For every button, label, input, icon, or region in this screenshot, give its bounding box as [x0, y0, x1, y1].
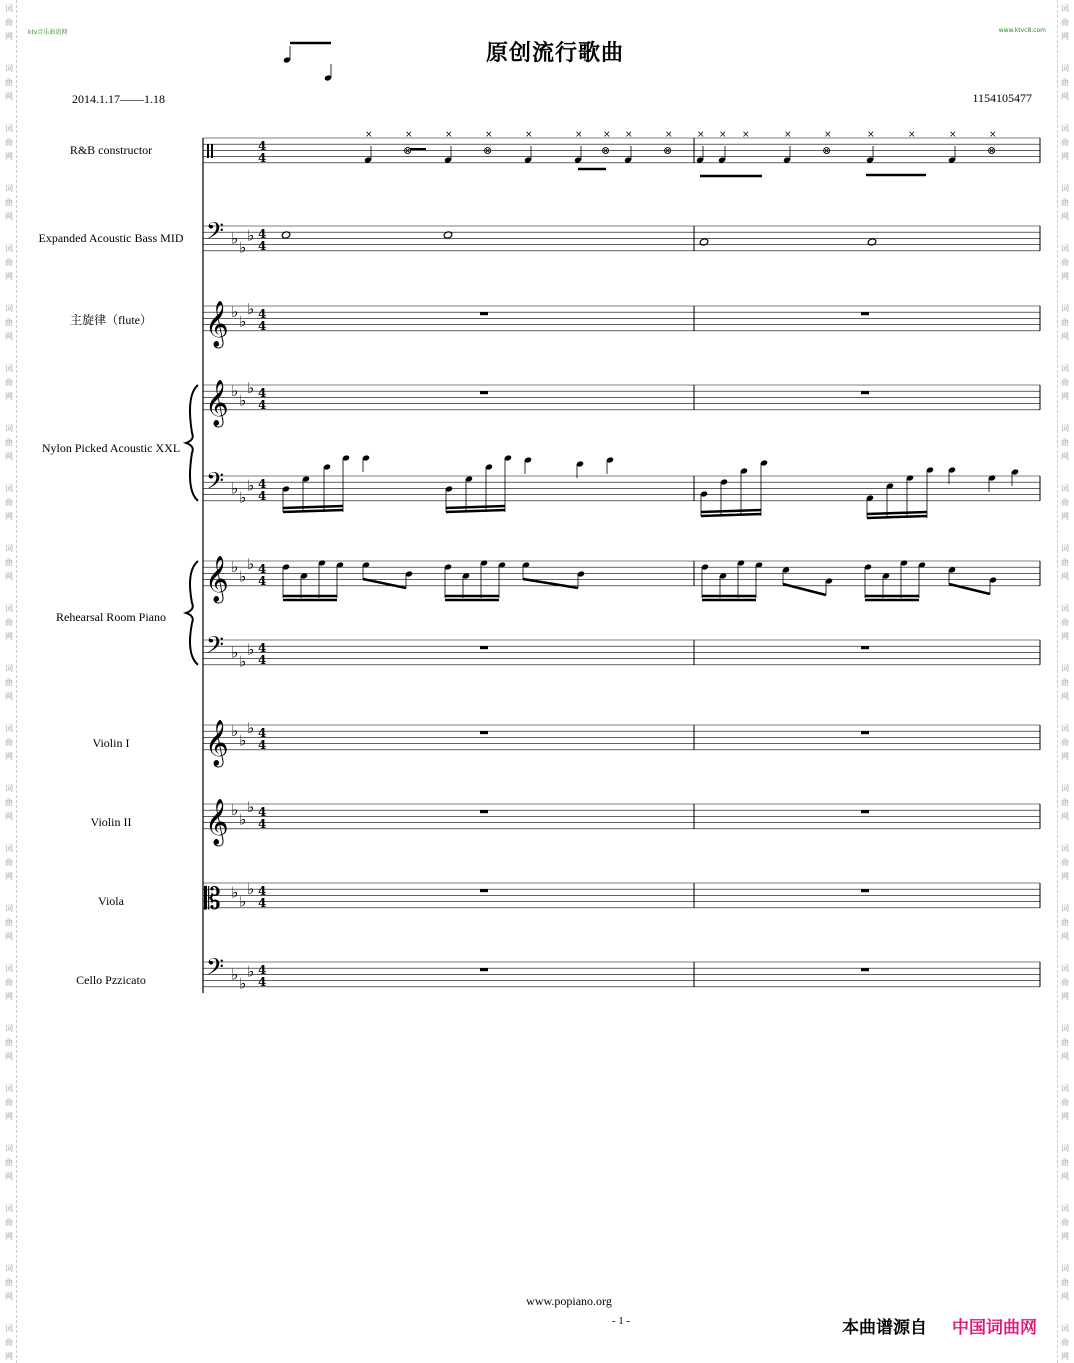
watermark-glyph: 曲 — [1061, 738, 1069, 747]
watermark-glyph: 曲 — [5, 678, 13, 687]
rest-icon — [480, 312, 488, 315]
flat-icon: ♭ — [247, 719, 255, 738]
beam — [701, 514, 761, 516]
treble-clef-icon: 𝄞 — [205, 300, 229, 347]
cross-note-head: × — [908, 130, 916, 140]
watermark-glyph: 曲 — [1061, 498, 1069, 507]
rest-icon — [861, 646, 869, 649]
flat-icon: ♭ — [247, 555, 255, 574]
watermark-glyph: 词 — [5, 1264, 13, 1273]
watermark-glyph: 曲 — [5, 258, 13, 267]
watermark-glyph: 曲 — [5, 438, 13, 447]
watermark-glyph: 曲 — [5, 78, 13, 87]
watermark-glyph: 曲 — [5, 1098, 13, 1107]
cross-note-head: × — [665, 130, 673, 140]
watermark-glyph: 网 — [1061, 152, 1069, 161]
watermark-glyph: 网 — [1061, 92, 1069, 101]
site-link-left[interactable]: ktv音乐曲谱网 — [28, 29, 68, 36]
rest-icon — [480, 646, 488, 649]
flat-icon: ♭ — [239, 974, 247, 993]
watermark-glyph: 曲 — [1061, 1338, 1069, 1347]
brace-icon — [186, 561, 198, 665]
watermark-glyph: 曲 — [1061, 798, 1069, 807]
watermark-glyph: 词 — [5, 4, 13, 13]
bass-clef-icon: 𝄢 — [206, 631, 225, 664]
watermark-glyph: 网 — [1061, 812, 1069, 821]
brace-icon — [186, 385, 198, 501]
cross-note-head: × — [989, 130, 997, 140]
watermark-glyph: 网 — [5, 272, 13, 281]
rest-icon — [861, 810, 869, 813]
flat-icon: ♭ — [239, 488, 247, 507]
site-link-right[interactable]: www.ktvc8.com — [998, 27, 1046, 34]
time-signature-bottom: 4 — [258, 151, 267, 165]
cross-note-head: × — [824, 130, 832, 140]
instrument-name-viola: Viola — [98, 894, 124, 908]
flat-icon: ♭ — [239, 567, 247, 586]
watermark-glyph: 网 — [1061, 1232, 1069, 1241]
rest-icon — [861, 391, 869, 394]
watermark-glyph: 词 — [1061, 844, 1069, 853]
watermark-glyph: 曲 — [1061, 558, 1069, 567]
watermark-glyph: 词 — [5, 904, 13, 913]
watermark-glyph: 网 — [1061, 332, 1069, 341]
cross-note-head: × — [867, 130, 875, 140]
watermark-glyph: 词 — [5, 184, 13, 193]
flat-icon: ♭ — [247, 640, 255, 659]
flat-icon: ♭ — [239, 238, 247, 257]
watermark-glyph: 词 — [1061, 784, 1069, 793]
beam — [446, 510, 505, 512]
watermark-glyph: 网 — [1061, 932, 1069, 941]
watermark-glyph: 曲 — [1061, 1038, 1069, 1047]
cymbal-note-icon: ⊗ — [601, 144, 611, 157]
watermark-glyph: 网 — [5, 332, 13, 341]
source-label: 本曲谱源自 — [842, 1318, 927, 1338]
watermark-glyph: 曲 — [5, 1338, 13, 1347]
instrument-name-violin-1: Violin I — [92, 736, 130, 750]
watermark-glyph: 网 — [5, 872, 13, 881]
instrument-name-nylon-guitar: Nylon Picked Acoustic XXL — [41, 441, 181, 455]
watermark-glyph: 词 — [5, 784, 13, 793]
instrument-name-bass: Expanded Acoustic Bass MID — [38, 231, 184, 245]
watermark-glyph: 曲 — [1061, 318, 1069, 327]
flat-icon: ♭ — [231, 382, 239, 401]
rest-icon — [861, 968, 869, 971]
watermark-glyph: 词 — [1061, 1204, 1069, 1213]
watermark-glyph: 词 — [1061, 664, 1069, 673]
cymbal-note-icon: ⊗ — [483, 144, 493, 157]
cross-note-head: × — [603, 130, 611, 140]
cross-note-head: × — [525, 130, 533, 140]
watermark-glyph: 曲 — [5, 618, 13, 627]
beam — [446, 506, 505, 508]
time-signature-top: 4 — [258, 805, 267, 819]
flat-icon: ♭ — [231, 801, 239, 820]
watermark-glyph: 曲 — [5, 738, 13, 747]
watermark-glyph: 网 — [1061, 272, 1069, 281]
score-title: 原创流行歌曲 — [485, 41, 624, 66]
watermark-glyph: 曲 — [5, 978, 13, 987]
time-signature-bottom: 4 — [258, 975, 267, 989]
watermark-glyph: 网 — [1061, 1292, 1069, 1301]
watermark-glyph: 网 — [5, 1172, 13, 1181]
cross-note-head: × — [485, 130, 493, 140]
time-signature-bottom: 4 — [258, 738, 267, 752]
watermark-glyph: 网 — [1061, 512, 1069, 521]
watermark-glyph: 词 — [5, 1144, 13, 1153]
watermark-glyph: 曲 — [5, 1218, 13, 1227]
beam — [283, 510, 343, 512]
cross-note-head: × — [784, 130, 792, 140]
watermark-glyph: 词 — [1061, 184, 1069, 193]
watermark-glyph: 网 — [5, 152, 13, 161]
time-signature-bottom: 4 — [258, 398, 267, 412]
flat-icon: ♭ — [247, 962, 255, 981]
rest-icon — [861, 889, 869, 892]
cross-note-head: × — [742, 130, 750, 140]
flat-icon: ♭ — [247, 880, 255, 899]
beam — [867, 512, 927, 514]
watermark-glyph: 网 — [5, 692, 13, 701]
watermark-glyph: 网 — [1061, 1172, 1069, 1181]
time-signature-top: 4 — [258, 477, 267, 491]
beam — [363, 579, 406, 588]
watermark-glyph: 词 — [1061, 64, 1069, 73]
time-signature-bottom: 4 — [258, 319, 267, 333]
cross-note-head: × — [949, 130, 957, 140]
watermark-glyph: 曲 — [1061, 1218, 1069, 1227]
cross-note-head: × — [575, 130, 583, 140]
bass-clef-icon: 𝄢 — [206, 467, 225, 500]
watermark-glyph: 网 — [5, 1352, 13, 1361]
watermark-glyph: 网 — [1061, 1112, 1069, 1121]
watermark-glyph: 曲 — [1061, 438, 1069, 447]
watermark-glyph: 词 — [1061, 1144, 1069, 1153]
bass-clef-icon: 𝄢 — [206, 217, 225, 250]
flat-icon: ♭ — [231, 303, 239, 322]
time-signature-top: 4 — [258, 227, 267, 241]
flat-icon: ♭ — [239, 652, 247, 671]
watermark-glyph: 网 — [5, 32, 13, 41]
time-signature-bottom: 4 — [258, 653, 267, 667]
half-note-head — [867, 238, 877, 246]
watermark-glyph: 网 — [5, 92, 13, 101]
flat-icon: ♭ — [239, 312, 247, 331]
flat-icon: ♭ — [239, 810, 247, 829]
time-signature-bottom: 4 — [258, 489, 267, 503]
watermark-glyph: 曲 — [1061, 858, 1069, 867]
flat-icon: ♭ — [231, 558, 239, 577]
watermark-glyph: 曲 — [5, 918, 13, 927]
treble-clef-icon: 𝄞 — [205, 719, 229, 766]
cross-note-head: × — [405, 130, 413, 140]
watermark-glyph: 词 — [5, 664, 13, 673]
beam — [283, 506, 343, 508]
cross-note-head: × — [445, 130, 453, 140]
cymbal-note-icon: ⊗ — [663, 144, 673, 157]
watermark-glyph: 网 — [5, 1052, 13, 1061]
watermark-glyph: 曲 — [5, 798, 13, 807]
time-signature-bottom: 4 — [258, 896, 267, 910]
watermark-glyph: 网 — [5, 452, 13, 461]
watermark-glyph: 网 — [1061, 992, 1069, 1001]
watermark-glyph: 词 — [1061, 364, 1069, 373]
flat-icon: ♭ — [231, 479, 239, 498]
watermark-glyph: 曲 — [5, 198, 13, 207]
source-site[interactable]: 中国词曲网 — [952, 1318, 1037, 1338]
watermark-glyph: 词 — [5, 1084, 13, 1093]
watermark-glyph: 词 — [5, 64, 13, 73]
rest-icon — [480, 391, 488, 394]
watermark-glyph: 曲 — [5, 858, 13, 867]
watermark-glyph: 词 — [1061, 1264, 1069, 1273]
bass-clef-icon: 𝄢 — [206, 953, 225, 986]
watermark-glyph: 词 — [1061, 4, 1069, 13]
watermark-glyph: 词 — [5, 364, 13, 373]
watermark-glyph: 曲 — [1061, 78, 1069, 87]
instrument-name-flute: 主旋律（flute） — [70, 313, 152, 327]
watermark-glyph: 词 — [1061, 604, 1069, 613]
flat-icon: ♭ — [231, 883, 239, 902]
treble-clef-icon: 𝄞 — [205, 555, 229, 602]
watermark-glyph: 网 — [1061, 452, 1069, 461]
watermark-glyph: 网 — [5, 212, 13, 221]
flat-icon: ♭ — [231, 229, 239, 248]
half-note-head — [699, 238, 709, 246]
watermark-glyph: 网 — [5, 1232, 13, 1241]
watermark-glyph: 词 — [5, 964, 13, 973]
flat-icon: ♭ — [239, 892, 247, 911]
watermark-glyph: 词 — [5, 1324, 13, 1333]
footer-url[interactable]: www.popiano.org — [526, 1294, 612, 1308]
treble-clef-icon: 𝄞 — [205, 379, 229, 426]
instrument-name-rb-constructor: R&B constructor — [69, 143, 153, 157]
watermark-glyph: 词 — [5, 484, 13, 493]
watermark-glyph: 词 — [1061, 124, 1069, 133]
beam — [701, 510, 761, 512]
rest-icon — [480, 810, 488, 813]
watermark-glyph: 曲 — [1061, 678, 1069, 687]
flat-icon: ♭ — [239, 731, 247, 750]
watermark-glyph: 网 — [5, 1292, 13, 1301]
watermark-glyph: 网 — [1061, 1052, 1069, 1061]
time-signature-top: 4 — [258, 307, 267, 321]
cross-note-head: × — [719, 130, 727, 140]
watermark-glyph: 网 — [5, 512, 13, 521]
watermark-glyph: 词 — [5, 124, 13, 133]
flat-icon: ♭ — [247, 476, 255, 495]
rest-icon — [861, 731, 869, 734]
watermark-glyph: 曲 — [1061, 918, 1069, 927]
watermark-glyph: 词 — [5, 244, 13, 253]
watermark-glyph: 词 — [5, 724, 13, 733]
watermark-glyph: 网 — [5, 632, 13, 641]
time-signature-top: 4 — [258, 386, 267, 400]
watermark-glyph: 词 — [1061, 424, 1069, 433]
alto-clef-icon: 𝄡 — [204, 881, 221, 917]
watermark-glyph: 词 — [5, 544, 13, 553]
watermark-glyph: 曲 — [1061, 618, 1069, 627]
watermark-glyph: 网 — [5, 572, 13, 581]
beam — [523, 579, 578, 588]
time-signature-top: 4 — [258, 562, 267, 576]
flat-icon: ♭ — [247, 226, 255, 245]
watermark-glyph: 网 — [5, 752, 13, 761]
watermark-glyph: 曲 — [5, 1038, 13, 1047]
flat-icon: ♭ — [231, 643, 239, 662]
watermark-glyph: 曲 — [1061, 138, 1069, 147]
time-signature-top: 4 — [258, 884, 267, 898]
watermark-glyph: 词 — [1061, 244, 1069, 253]
watermark-glyph: 网 — [5, 812, 13, 821]
beam — [867, 516, 927, 518]
watermark-glyph: 词 — [1061, 1024, 1069, 1033]
watermark-glyph: 曲 — [1061, 1278, 1069, 1287]
watermark-glyph: 网 — [1061, 392, 1069, 401]
flat-icon: ♭ — [247, 300, 255, 319]
watermark-glyph: 曲 — [1061, 258, 1069, 267]
instrument-name-cello: Cello Pzzicato — [76, 973, 146, 987]
time-signature-top: 4 — [258, 139, 267, 153]
cross-note-head: × — [697, 130, 705, 140]
cymbal-note-icon: ⊗ — [987, 144, 997, 157]
watermark-glyph: 曲 — [1061, 378, 1069, 387]
watermark-glyph: 网 — [1061, 872, 1069, 881]
watermark-glyph: 网 — [1061, 752, 1069, 761]
cross-note-head: × — [365, 130, 373, 140]
time-signature-bottom: 4 — [258, 574, 267, 588]
watermark-glyph: 曲 — [1061, 1158, 1069, 1167]
watermark-glyph: 网 — [1061, 212, 1069, 221]
watermark-glyph: 词 — [1061, 304, 1069, 313]
watermark-glyph: 网 — [1061, 632, 1069, 641]
rest-icon — [861, 312, 869, 315]
score-date: 2014.1.17——1.18 — [72, 92, 165, 106]
watermark-glyph: 词 — [5, 304, 13, 313]
score-code: 1154105477 — [972, 91, 1032, 105]
instrument-name-violin-2: Violin II — [90, 815, 132, 829]
watermark-glyph: 网 — [1061, 1352, 1069, 1361]
flat-icon: ♭ — [231, 965, 239, 984]
watermark-glyph: 词 — [1061, 484, 1069, 493]
watermark-glyph: 曲 — [5, 498, 13, 507]
watermark-glyph: 词 — [5, 1204, 13, 1213]
flat-icon: ♭ — [247, 379, 255, 398]
flat-icon: ♭ — [231, 722, 239, 741]
watermark-glyph: 词 — [5, 424, 13, 433]
watermark-glyph: 曲 — [5, 18, 13, 27]
cymbal-note-icon: ⊗ — [403, 144, 413, 157]
rest-icon — [480, 889, 488, 892]
watermark-glyph: 曲 — [5, 318, 13, 327]
watermark-glyph: 曲 — [1061, 1098, 1069, 1107]
time-signature-bottom: 4 — [258, 239, 267, 253]
watermark-glyph: 曲 — [5, 138, 13, 147]
watermark-glyph: 词 — [5, 844, 13, 853]
page-number: - 1 - — [611, 1315, 631, 1327]
time-signature-top: 4 — [258, 963, 267, 977]
watermark-glyph: 网 — [1061, 572, 1069, 581]
watermark-glyph: 词 — [1061, 964, 1069, 973]
time-signature-top: 4 — [258, 641, 267, 655]
watermark-glyph: 网 — [1061, 32, 1069, 41]
watermark-glyph: 网 — [5, 992, 13, 1001]
watermark-glyph: 词 — [1061, 1324, 1069, 1333]
watermark-glyph: 曲 — [1061, 978, 1069, 987]
time-signature-top: 4 — [258, 726, 267, 740]
watermark-glyph: 曲 — [5, 558, 13, 567]
rest-icon — [480, 731, 488, 734]
flat-icon: ♭ — [239, 391, 247, 410]
time-signature-bottom: 4 — [258, 817, 267, 831]
watermark-glyph: 曲 — [5, 378, 13, 387]
watermark-glyph: 网 — [5, 392, 13, 401]
watermark-glyph: 网 — [5, 1112, 13, 1121]
treble-clef-icon: 𝄞 — [205, 798, 229, 845]
watermark-glyph: 曲 — [5, 1278, 13, 1287]
rest-icon — [480, 968, 488, 971]
watermark-glyph: 曲 — [5, 1158, 13, 1167]
watermark-glyph: 词 — [1061, 1084, 1069, 1093]
watermark-glyph: 词 — [1061, 904, 1069, 913]
watermark-glyph: 词 — [5, 604, 13, 613]
watermark-glyph: 网 — [5, 932, 13, 941]
watermark-glyph: 词 — [1061, 724, 1069, 733]
flat-icon: ♭ — [247, 798, 255, 817]
watermark-glyph: 词 — [5, 1024, 13, 1033]
cymbal-note-icon: ⊗ — [822, 144, 832, 157]
watermark-glyph: 词 — [1061, 544, 1069, 553]
watermark-glyph: 曲 — [1061, 198, 1069, 207]
cross-note-head: × — [625, 130, 633, 140]
watermark-glyph: 曲 — [1061, 18, 1069, 27]
watermark-glyph: 网 — [1061, 692, 1069, 701]
instrument-name-piano: Rehearsal Room Piano — [56, 610, 166, 624]
